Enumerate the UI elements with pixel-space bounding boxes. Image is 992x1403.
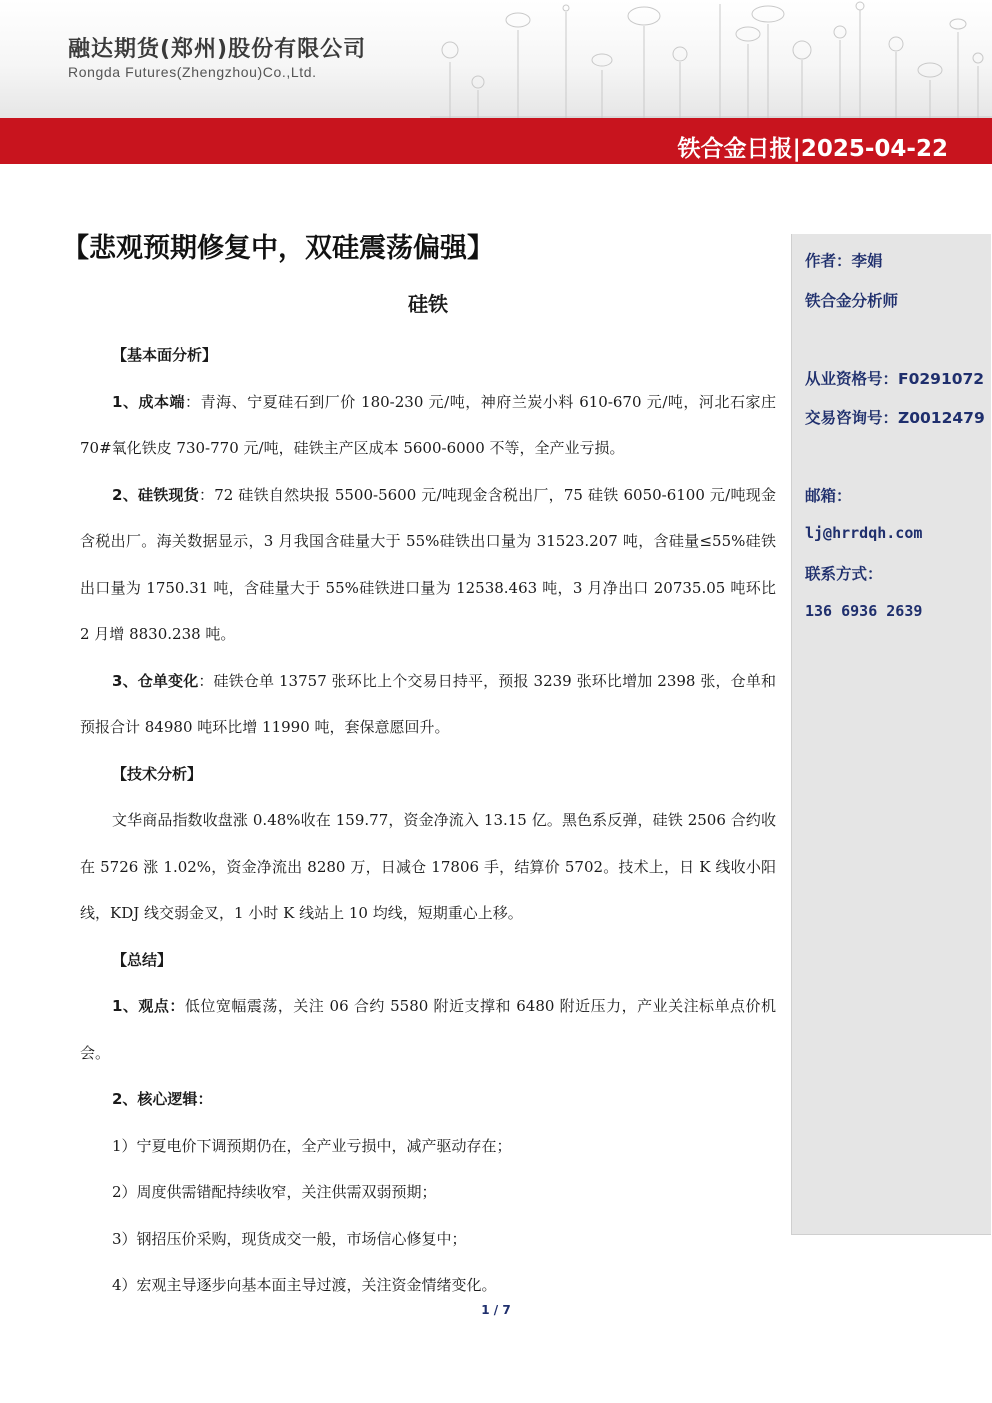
label-logic: 2、核心逻辑：: [112, 1090, 213, 1108]
paragraph-cost: [80, 379, 776, 472]
label-cost: 1、成本端: [112, 392, 186, 411]
page-header: [0, 0, 992, 118]
page-number: 1 / 7: [481, 1303, 511, 1317]
paragraph-spot: [80, 472, 776, 658]
section-heading-summary: 【总结】: [112, 950, 173, 969]
qualification-number: 从业资格号：F0291072: [805, 370, 985, 388]
main-title: 【悲观预期修复中，双硅震荡偏强】: [62, 233, 494, 264]
consult-number: 交易咨询号：Z0012479: [805, 409, 985, 427]
author-sidebar: [791, 234, 991, 1235]
text-spot: ：72 硅铁自然块报 5500-5600 元/吨现金含税出厂，75 硅铁 6050-6100 元/吨现金含税出厂。海关数据显示，3 月我国含硅量大于 55%硅铁出口量为 31523.207 吨，含硅量≤55%硅铁出口量为 1750.31 吨，含硅量大于 55%硅铁进口量为 12538.463 吨，3 月净出口 20735.05 吨环比 2 月增 8830.238 吨。: [80, 485, 776, 643]
logic-item: 1）宁夏电价下调预期仍在，全产业亏损中，减产驱动存在；: [112, 1136, 512, 1155]
text-warrant: ：硅铁仓单 13757 张环比上个交易日持平，预报 3239 张环比增加 2398 张，仓单和预报合计 84980 吨环比增 11990 吨，套保意愿回升。: [80, 671, 776, 736]
contact-label: 联系方式：: [805, 565, 883, 583]
label-warrant: 3、仓单变化: [112, 671, 199, 690]
report-body: [80, 332, 776, 1309]
email-label: 邮箱：: [805, 487, 852, 505]
company-name-cn: 融达期货(郑州)股份有限公司: [68, 37, 367, 62]
report-title: 铁合金日报|2025-04-22: [677, 136, 948, 162]
paragraph-technical: 文华商品指数收盘涨 0.48%收在 159.77，资金净流入 13.15 亿。黑色系反弹，硅铁 2506 合约收在 5726 涨 1.02%，资金净流出 8280 万，日减仓 17806 手，结算价 5702。技术上，日 K 线收小阳线，KDJ 线交弱金叉，1 小时 K 线站上 10 均线，短期重心上移。: [80, 811, 776, 922]
section-heading-technical: 【技术分析】: [112, 764, 203, 783]
company-name-en: Rongda Futures(Zhengzhou)Co.,Ltd.: [68, 64, 317, 80]
author-name: 作者：李娟: [805, 252, 883, 270]
paragraph-view: [80, 983, 776, 1076]
logic-item: 3）钢招压价采购，现货成交一般，市场信心修复中；: [112, 1229, 467, 1248]
author-role: 铁合金分析师: [805, 292, 899, 310]
text-view: 低位宽幅震荡，关注 06 合约 5580 附近支撑和 6480 附近压力，产业关注标单点价机会。: [80, 997, 777, 1062]
logic-item: 2）周度供需错配持续收窄，关注供需双弱预期；: [112, 1183, 437, 1201]
section-heading-fundamental: 【基本面分析】: [112, 346, 218, 364]
logic-item: 4）宏观主导逐步向基本面主导过渡，关注资金情绪变化。: [112, 1276, 497, 1294]
text-cost: ：青海、宁夏硅石到厂价 180-230 元/吨，神府兰炭小料 610-670 元/吨，河北石家庄 70#氧化铁皮 730-770 元/吨，硅铁主产区成本 5600-6000 不等，全产业亏损。: [80, 392, 777, 457]
header-decoration: [430, 0, 992, 118]
sub-title: 硅铁: [408, 292, 448, 316]
phone-number: 136 6936 2639: [805, 602, 923, 620]
paragraph-warrant: [80, 658, 776, 751]
email-link[interactable]: lj@hrrdqh.com: [805, 524, 923, 542]
label-view: 1、观点：: [112, 997, 185, 1015]
label-spot: 2、硅铁现货: [112, 485, 199, 504]
